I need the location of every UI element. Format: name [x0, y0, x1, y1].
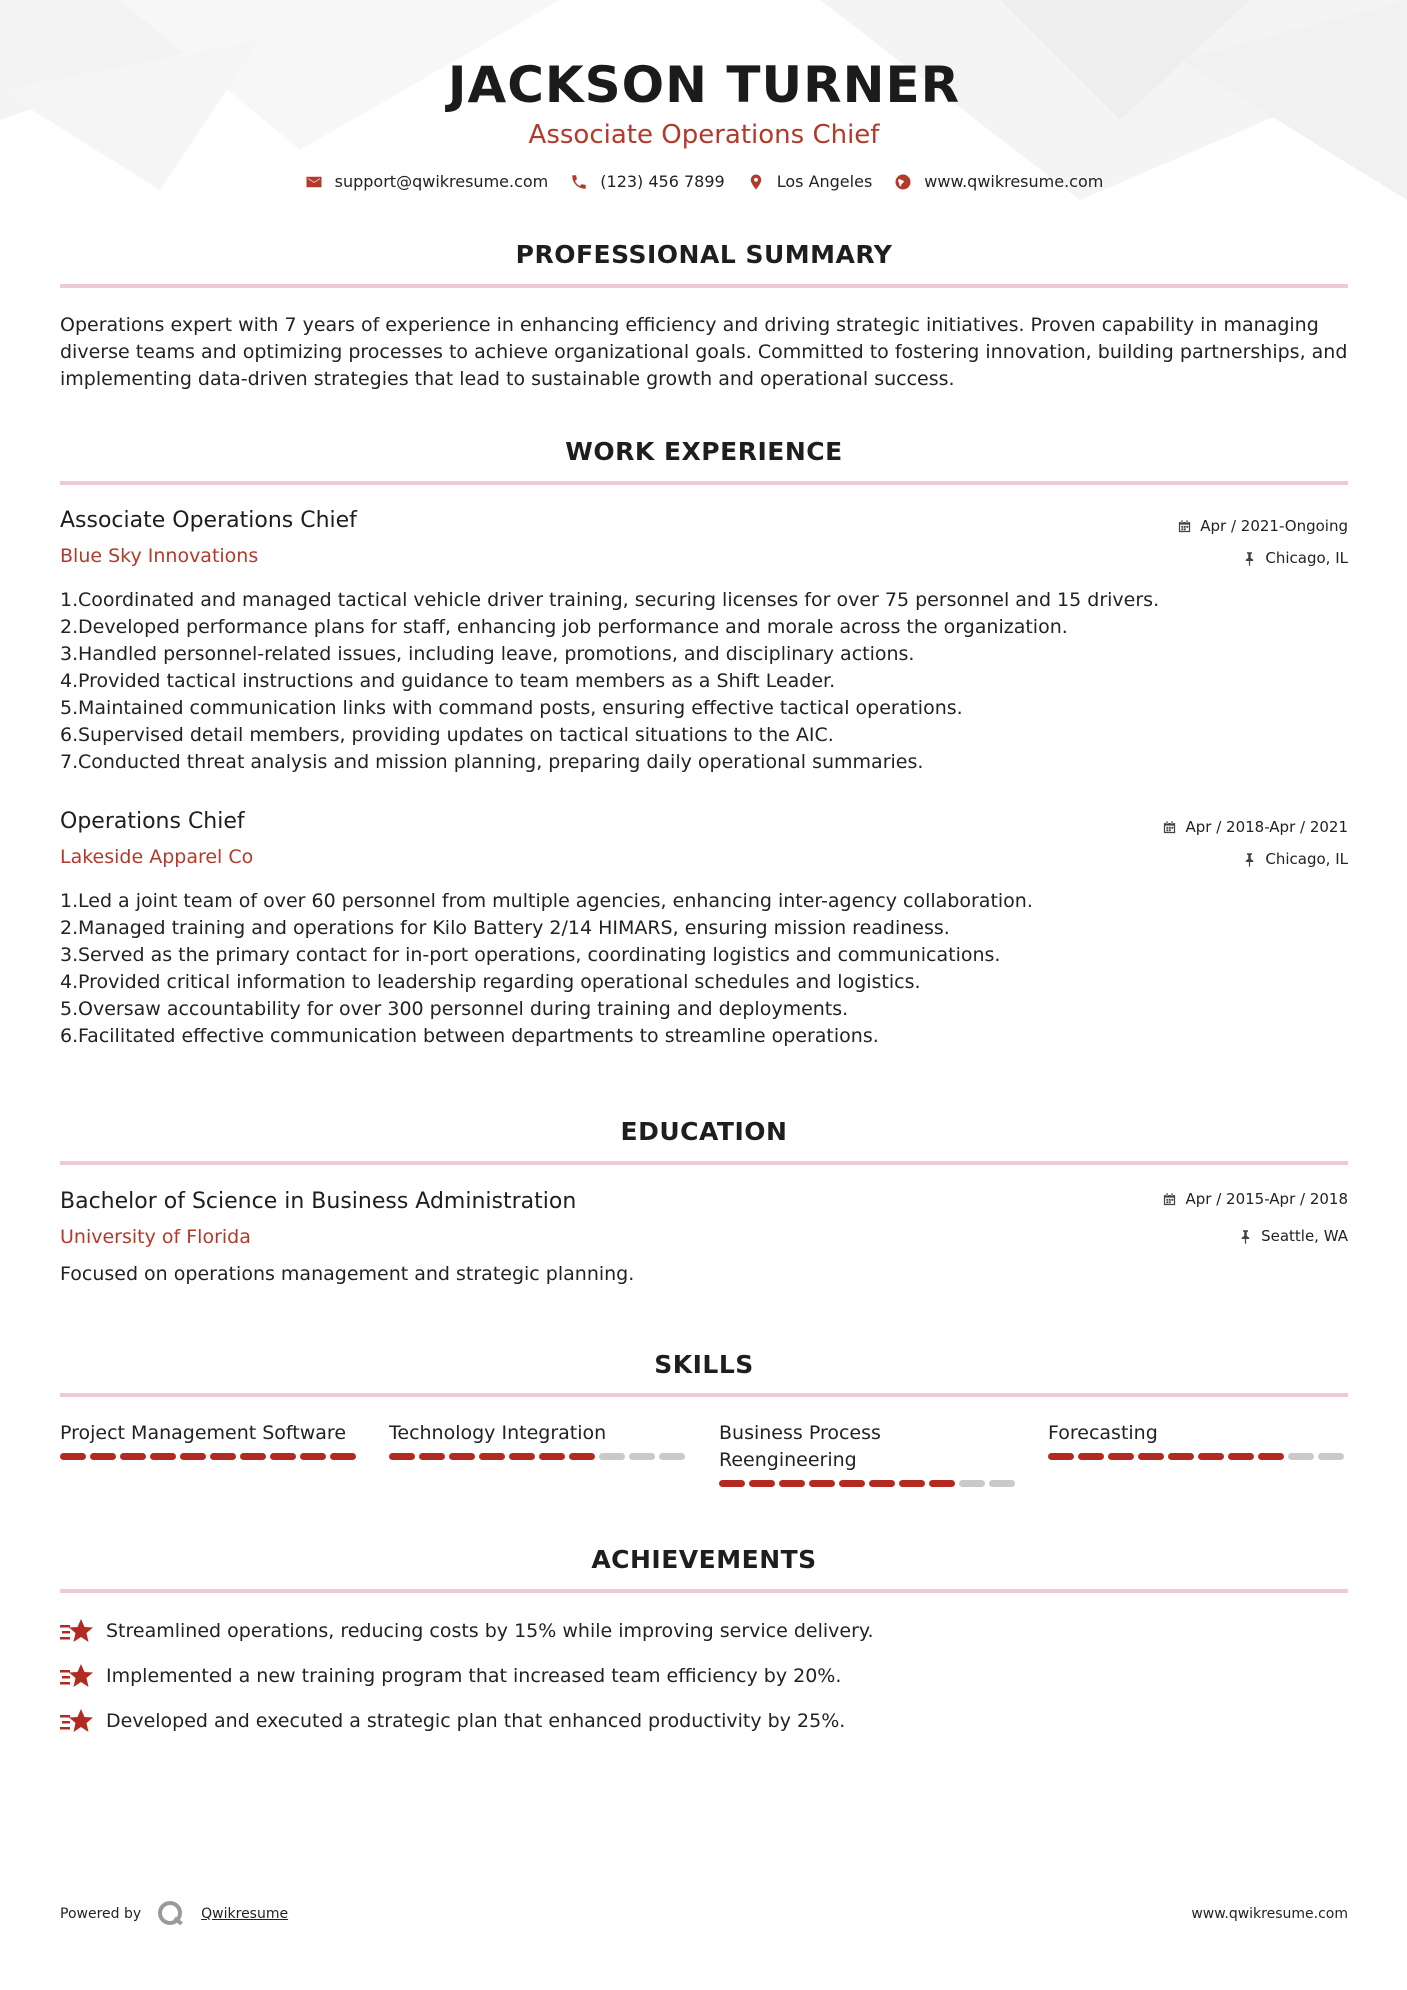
list-item: 3.Served as the primary contact for in-port operations, coordinating logistics and communications. [60, 944, 1001, 966]
skill-name: Project Management Software [60, 1422, 347, 1444]
degree-title: Bachelor of Science in Business Administration [60, 1189, 577, 1214]
job-company: Lakeside Apparel Co [60, 846, 254, 868]
summary-text: Operations expert with 7 years of experience in enhancing efficiency and driving strategic initiatives. Proven capability in managing diverse teams and optimizing processes to achieve organizational goals. Committed to fostering innovation, building partnerships, and implementing data-driven strategies that lead to sustainable growth and operational success. [60, 314, 1348, 390]
star-icon [60, 1707, 94, 1735]
calendar-icon [1162, 820, 1177, 835]
calendar-icon [1162, 1192, 1177, 1207]
website-text: www.qwikresume.com [924, 172, 1104, 191]
skill-segment-empty [989, 1480, 1015, 1487]
job-location-text: Chicago, IL [1265, 850, 1348, 868]
skill-level-bar [719, 1480, 1019, 1487]
skill-segment-empty [599, 1453, 625, 1460]
list-item: 6.Facilitated effective communication between departments to streamline operations. [60, 1025, 879, 1047]
skill-segment-filled [719, 1480, 745, 1487]
skill-segment-filled [509, 1453, 535, 1460]
pushpin-icon [1238, 1229, 1253, 1244]
powered-by-label: Powered by [60, 1906, 142, 1922]
job-location [1242, 549, 1348, 567]
experience-divider [60, 481, 1348, 485]
skill-item [389, 1420, 689, 1460]
achievements-heading: ACHIEVEMENTS [591, 1545, 817, 1574]
job-dates-text: Apr / 2018-Apr / 2021 [1185, 818, 1348, 836]
footer-powered-by [60, 1898, 288, 1930]
skill-segment-filled [929, 1480, 955, 1487]
skill-segment-filled [749, 1480, 775, 1487]
list-item: 4.Provided tactical instructions and guidance to team members as a Shift Leader. [60, 670, 836, 692]
achievement-text: Streamlined operations, reducing costs by 15% while improving service delivery. [106, 1620, 874, 1642]
skill-segment-filled [419, 1453, 445, 1460]
skill-segment-filled [539, 1453, 565, 1460]
job-location-text: Chicago, IL [1265, 549, 1348, 567]
star-icon [60, 1617, 94, 1645]
skill-segment-filled [839, 1480, 865, 1487]
skill-segment-filled [1228, 1453, 1254, 1460]
envelope-icon [305, 173, 323, 191]
list-item: 2.Managed training and operations for Kilo Battery 2/14 HIMARS, ensuring mission readiness. [60, 917, 950, 939]
pushpin-icon [1242, 852, 1257, 867]
list-item [60, 1662, 841, 1690]
location-text: Los Angeles [776, 172, 873, 191]
skill-item [1048, 1420, 1348, 1460]
job-dates-text: Apr / 2021-Ongoing [1200, 517, 1348, 535]
skill-segment-filled [300, 1453, 326, 1460]
skill-segment-filled [869, 1480, 895, 1487]
contact-phone[interactable] [570, 172, 724, 191]
list-item: 5.Maintained communication links with command posts, ensuring effective tactical operations. [60, 697, 963, 719]
list-item: 5.Oversaw accountability for over 300 personnel during training and deployments. [60, 998, 849, 1020]
skill-segment-filled [150, 1453, 176, 1460]
skill-name: Business Process Reengineering [719, 1422, 881, 1471]
education-description: Focused on operations management and strategic planning. [60, 1263, 635, 1285]
job-dates [1177, 517, 1348, 535]
skill-segment-filled [449, 1453, 475, 1460]
skills-divider [60, 1393, 1348, 1397]
job-location [1242, 850, 1348, 868]
achievement-text: Developed and executed a strategic plan that enhanced productivity by 25%. [106, 1710, 846, 1732]
qwikresume-logo-icon [155, 1898, 187, 1930]
skill-segment-filled [90, 1453, 116, 1460]
list-item: 2.Developed performance plans for staff, enhancing job performance and morale across the organization. [60, 616, 1068, 638]
skill-segment-filled [120, 1453, 146, 1460]
skill-segment-filled [240, 1453, 266, 1460]
job-bullets [60, 587, 1348, 776]
education-divider [60, 1161, 1348, 1165]
skill-name: Technology Integration [389, 1422, 607, 1444]
skill-item [719, 1420, 1019, 1487]
contact-email[interactable] [305, 172, 549, 191]
phone-icon [570, 173, 588, 191]
skill-level-bar [1048, 1453, 1348, 1460]
list-item: 3.Handled personnel-related issues, including leave, promotions, and disciplinary actions. [60, 643, 915, 665]
experience-heading: WORK EXPERIENCE [565, 437, 843, 466]
job-company: Blue Sky Innovations [60, 545, 259, 567]
skill-segment-filled [270, 1453, 296, 1460]
skill-segment-filled [210, 1453, 236, 1460]
skill-segment-filled [1048, 1453, 1074, 1460]
list-item: 1.Led a joint team of over 60 personnel from multiple agencies, enhancing inter-agency collaboration. [60, 890, 1033, 912]
education-dates-text: Apr / 2015-Apr / 2018 [1185, 1190, 1348, 1208]
contact-website[interactable] [894, 172, 1103, 191]
map-pin-icon [747, 173, 765, 191]
skill-segment-filled [479, 1453, 505, 1460]
education-location [1238, 1227, 1348, 1245]
list-item: 6.Supervised detail members, providing updates on tactical situations to the AIC. [60, 724, 834, 746]
qwikresume-link[interactable]: Qwikresume [201, 1906, 289, 1922]
skills-heading: SKILLS [654, 1350, 754, 1379]
candidate-name: JACKSON TURNER [447, 56, 961, 114]
summary-divider [60, 284, 1348, 288]
skill-segment-filled [899, 1480, 925, 1487]
contact-bar [60, 172, 1348, 191]
pushpin-icon [1242, 551, 1257, 566]
candidate-role: Associate Operations Chief [528, 120, 880, 150]
skill-segment-filled [60, 1453, 86, 1460]
star-icon [60, 1662, 94, 1690]
skill-segment-filled [1258, 1453, 1284, 1460]
skill-segment-filled [569, 1453, 595, 1460]
globe-icon [894, 173, 912, 191]
skill-level-bar [389, 1453, 689, 1460]
skill-segment-empty [629, 1453, 655, 1460]
summary-heading: PROFESSIONAL SUMMARY [515, 240, 893, 269]
list-item [60, 1617, 874, 1645]
skill-name: Forecasting [1048, 1422, 1158, 1444]
skill-segment-filled [180, 1453, 206, 1460]
education-dates [1162, 1190, 1348, 1208]
footer-website[interactable]: www.qwikresume.com [1191, 1906, 1348, 1922]
email-text: support@qwikresume.com [334, 172, 549, 191]
skill-segment-filled [809, 1480, 835, 1487]
skill-segment-empty [959, 1480, 985, 1487]
job-dates [1162, 818, 1348, 836]
calendar-icon [1177, 519, 1192, 534]
skill-segment-filled [779, 1480, 805, 1487]
skill-segment-empty [1288, 1453, 1314, 1460]
skill-level-bar [60, 1453, 360, 1460]
contact-location [747, 172, 873, 191]
job-bullets [60, 888, 1348, 1050]
education-location-text: Seattle, WA [1261, 1227, 1348, 1245]
skill-segment-empty [659, 1453, 685, 1460]
skill-segment-filled [1108, 1453, 1134, 1460]
achievement-text: Implemented a new training program that increased team efficiency by 20%. [106, 1665, 842, 1687]
skill-segment-empty [1318, 1453, 1344, 1460]
skill-segment-filled [389, 1453, 415, 1460]
school-name: University of Florida [60, 1226, 251, 1248]
skill-segment-filled [1168, 1453, 1194, 1460]
job-title: Associate Operations Chief [60, 508, 357, 533]
education-heading: EDUCATION [620, 1117, 788, 1146]
list-item [60, 1707, 845, 1735]
skill-segment-filled [1138, 1453, 1164, 1460]
skill-segment-filled [1198, 1453, 1224, 1460]
list-item: 7.Conducted threat analysis and mission planning, preparing daily operational summaries. [60, 751, 924, 773]
list-item: 4.Provided critical information to leadership regarding operational schedules and logistics. [60, 971, 921, 993]
skill-segment-filled [1078, 1453, 1104, 1460]
skill-item [60, 1420, 360, 1460]
skill-segment-filled [330, 1453, 356, 1460]
job-title: Operations Chief [60, 809, 245, 834]
list-item: 1.Coordinated and managed tactical vehicle driver training, securing licenses for over 75 personnel and 15 drivers. [60, 589, 1160, 611]
phone-text: (123) 456 7899 [600, 172, 725, 191]
achievements-divider [60, 1589, 1348, 1593]
